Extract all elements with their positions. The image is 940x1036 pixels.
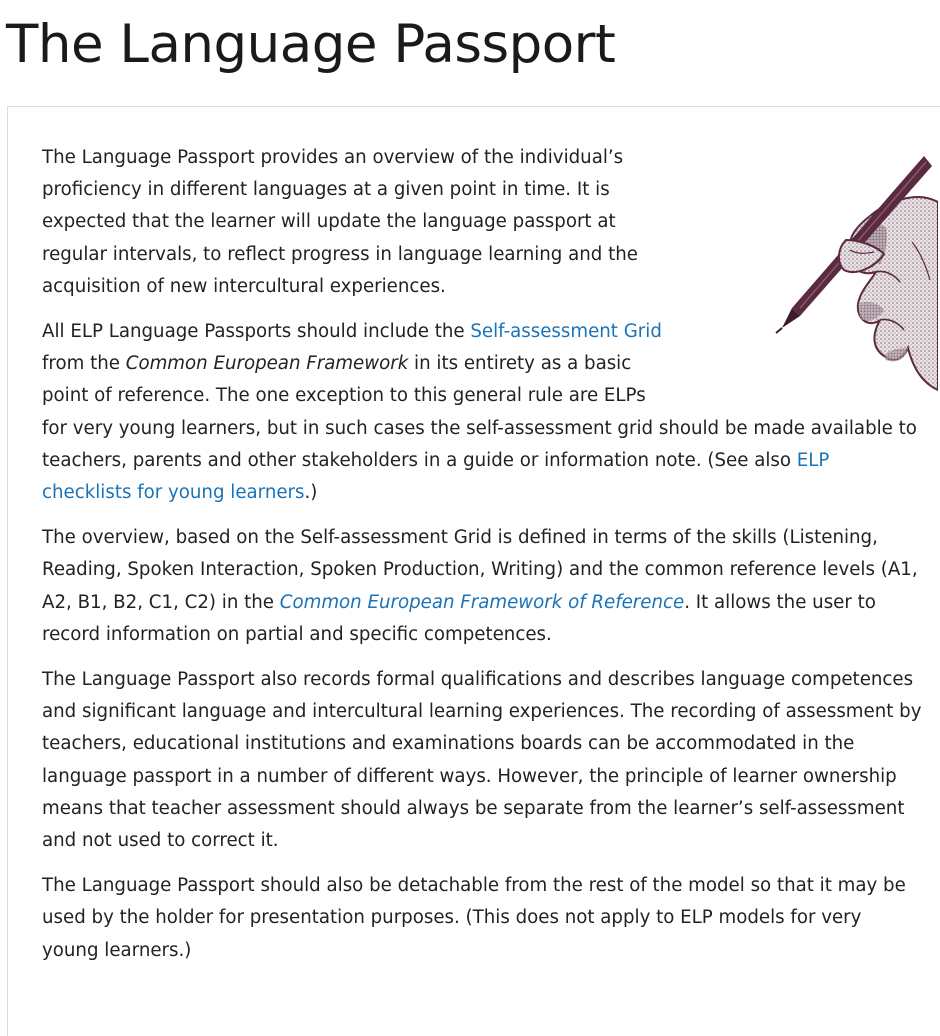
- paragraph-overview: The Language Passport provides an overview of the individual’s proficiency in different languages at a given point in time. It is expected that the learner will update the language passport at regular intervals, to reflect progress in language learning and the acquisition of new intercultural experiences.: [42, 147, 638, 297]
- hand-holding-pen-icon: [680, 142, 938, 404]
- article-body: [42, 142, 922, 980]
- content-panel: [7, 106, 940, 1036]
- emphasis-common-european-framework: Common European Framework: [125, 353, 409, 375]
- paragraph-text: All ELP Language Passports should include the: [42, 321, 471, 343]
- paragraph-qualifications: The Language Passport also records formal qualifications and describes language competences and significant language and intercultural learning experiences. The recording of assessment by teachers, educational institutions and examinations boards can be accommodated in the language passport in a number of different ways. However, the principle of learner ownership means that teacher assessment should always be separate from the learner’s self-assessment and not used to correct it.: [42, 669, 922, 852]
- paragraph-skills-levels: [42, 522, 922, 651]
- paragraph-text: from the: [42, 353, 126, 375]
- paragraph-text: . It allows the user to record information on partial and specific competences.: [42, 591, 876, 645]
- paragraph-text: .): [304, 482, 318, 504]
- page-title: The Language Passport: [6, 14, 616, 75]
- paragraph-text: The overview, based on the Self-assessment Grid is defined in terms of the skills (Listening, Reading, Spoken Interaction, Spoken Production, Writing) and the common reference levels (A1, A2, B1, B2, C1, C2) in the: [42, 527, 918, 613]
- link-common-european-framework-of-reference[interactable]: Common European Framework of Reference: [279, 591, 685, 613]
- link-self-assessment-grid[interactable]: Self-assessment Grid: [470, 321, 662, 343]
- link-elp-checklists-young-learners[interactable]: ELP checklists for young learners: [42, 449, 830, 504]
- paragraph-text: in its entirety as a basic point of reference. The one exception to this general rule are ELPs for very young learners, but in such cases the self-assessment grid should be made available to teachers, parents and other stakeholders in a guide or information note. (See also: [42, 353, 917, 471]
- paragraph-detachable: The Language Passport should also be detachable from the rest of the model so that it may be used by the holder for presentation purposes. (This does not apply to ELP models for very young learners.): [42, 875, 906, 961]
